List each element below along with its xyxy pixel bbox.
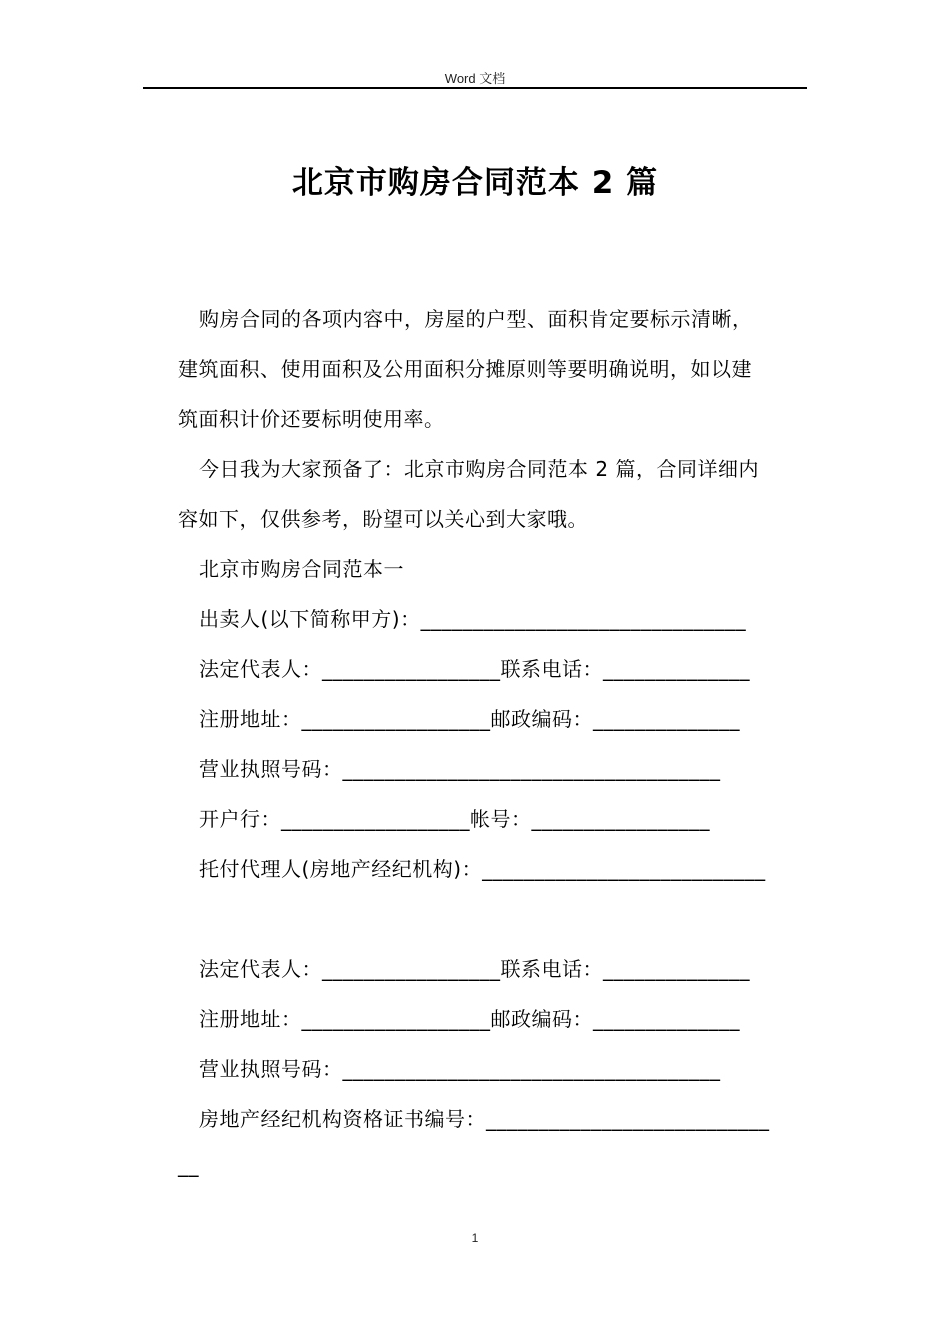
section-heading: 北京市购房合同范本一 — [199, 557, 404, 581]
field-address: 注册地址：__________________邮政编码：______________ — [199, 707, 740, 731]
field-bank: 开户行：__________________帐号：_________________ — [199, 807, 710, 831]
field-legal-rep: 法定代表人：_________________联系电话：______________ — [199, 657, 750, 681]
page-number: 1 — [471, 1231, 479, 1245]
intro-line-4: 今日我为大家预备了：北京市购房合同范本 2 篇，合同详细内 — [199, 457, 759, 481]
page-header: Word 文档 — [444, 71, 506, 86]
field-agency-cert: 房地产经纪机构资格证书编号：___________________________ — [199, 1107, 770, 1131]
intro-line-2: 建筑面积、使用面积及公用面积分摊原则等要明确说明，如以建 — [178, 357, 752, 381]
field-seller: 出卖人(以下简称甲方)：_______________________________ — [199, 607, 747, 631]
field-license: 营业执照号码：____________________________________ — [199, 757, 721, 781]
intro-line-1: 购房合同的各项内容中，房屋的户型、面积肯定要标示清晰， — [199, 307, 753, 331]
intro-line-3: 筑面积计价还要标明使用率。 — [178, 407, 445, 431]
field-legal-rep-2: 法定代表人：_________________联系电话：______________ — [199, 957, 750, 981]
field-agent: 托付代理人(房地产经纪机构)：___________________________ — [199, 857, 766, 881]
intro-line-5: 容如下，仅供参考，盼望可以关心到大家哦。 — [178, 507, 588, 531]
field-license-2: 营业执照号码：____________________________________ — [199, 1057, 721, 1081]
field-agency-cert-continued: __ — [178, 1153, 199, 1177]
document-title: 北京市购房合同范本 2 篇 — [291, 165, 659, 201]
header-rule — [143, 87, 807, 89]
field-address-2: 注册地址：__________________邮政编码：______________ — [199, 1007, 740, 1031]
